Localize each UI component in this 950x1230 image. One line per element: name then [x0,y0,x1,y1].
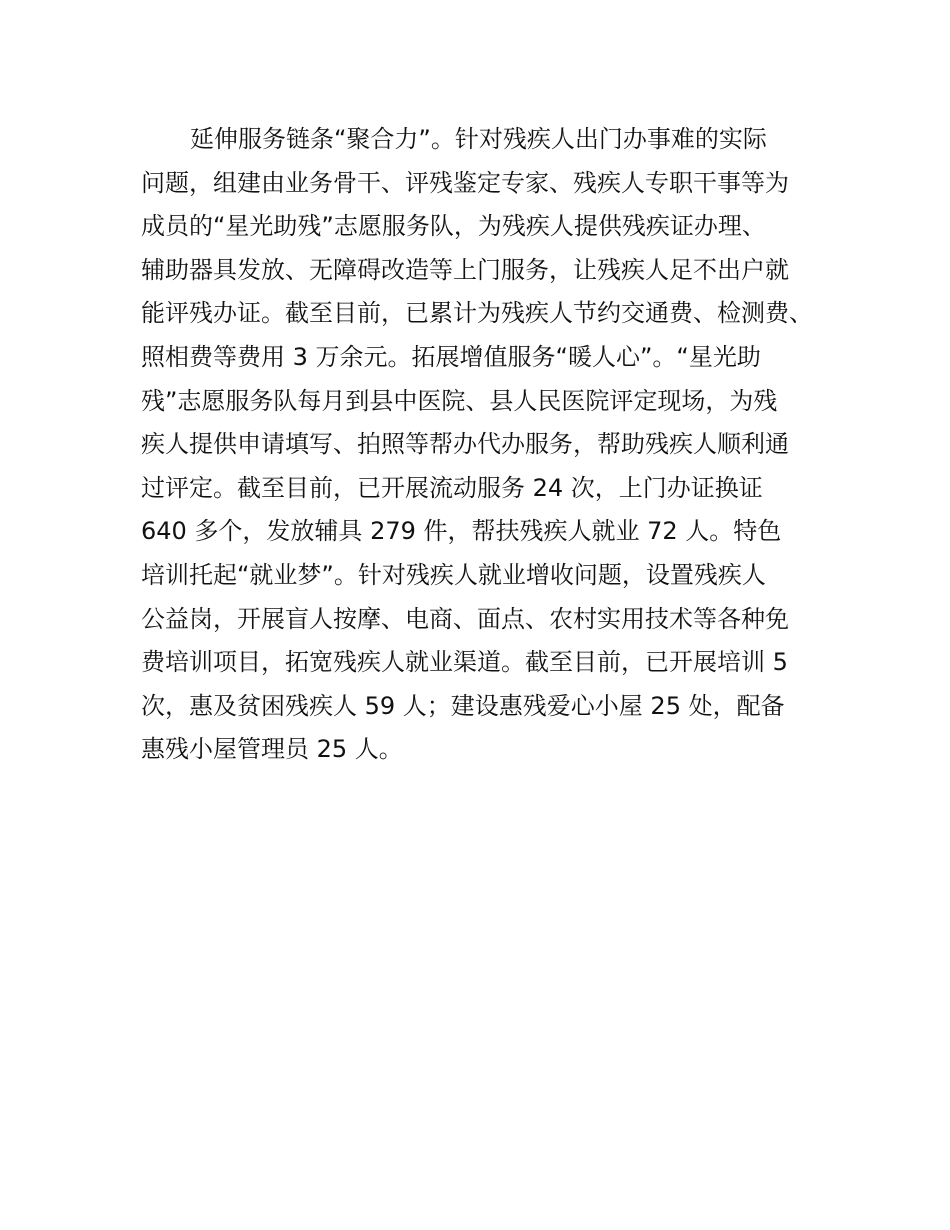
text-line: 能评残办证。截至目前，已累计为残疾人节约交通费、检测费、 [141,299,813,328]
body-paragraph [141,118,821,772]
text-line: 成员的“星光助残”志愿服务队，为残疾人提供残疾证办理、 [141,212,766,241]
text-line: 延伸服务链条“聚合力”。针对残疾人出门办事难的实际 [190,125,767,153]
text-line: 照相费等费用 3 万余元。拓展增值服务“暖人心”。“星光助 [141,342,761,371]
text-line: 公益岗，开展盲人按摩、电商、面点、农村实用技术等各种免 [141,604,789,633]
text-line: 过评定。截至目前，已开展流动服务 24 次，上门办证换证 [141,473,763,502]
text-line: 培训托起“就业梦”。针对残疾人就业增收问题，设置残疾人 [141,560,766,589]
text-line: 次，惠及贫困残疾人 59 人；建设惠残爱心小屋 25 处，配备 [141,691,785,720]
text-line: 惠残小屋管理员 25 人。 [141,735,403,764]
text-line: 费培训项目，拓宽残疾人就业渠道。截至目前，已开展培训 5 [141,648,788,677]
text-line: 问题，组建由业务骨干、评残鉴定专家、残疾人专职干事等为 [141,168,789,197]
text-line: 辅助器具发放、无障碍改造等上门服务，让残疾人足不出户就 [141,255,789,284]
text-line: 疾人提供申请填写、拍照等帮办代办服务，帮助残疾人顺利通 [141,430,789,459]
text-line: 残”志愿服务队每月到县中医院、县人民医院评定现场，为残 [141,386,778,415]
text-line: 640 多个，发放辅具 279 件，帮扶残疾人就业 72 人。特色 [141,517,782,546]
